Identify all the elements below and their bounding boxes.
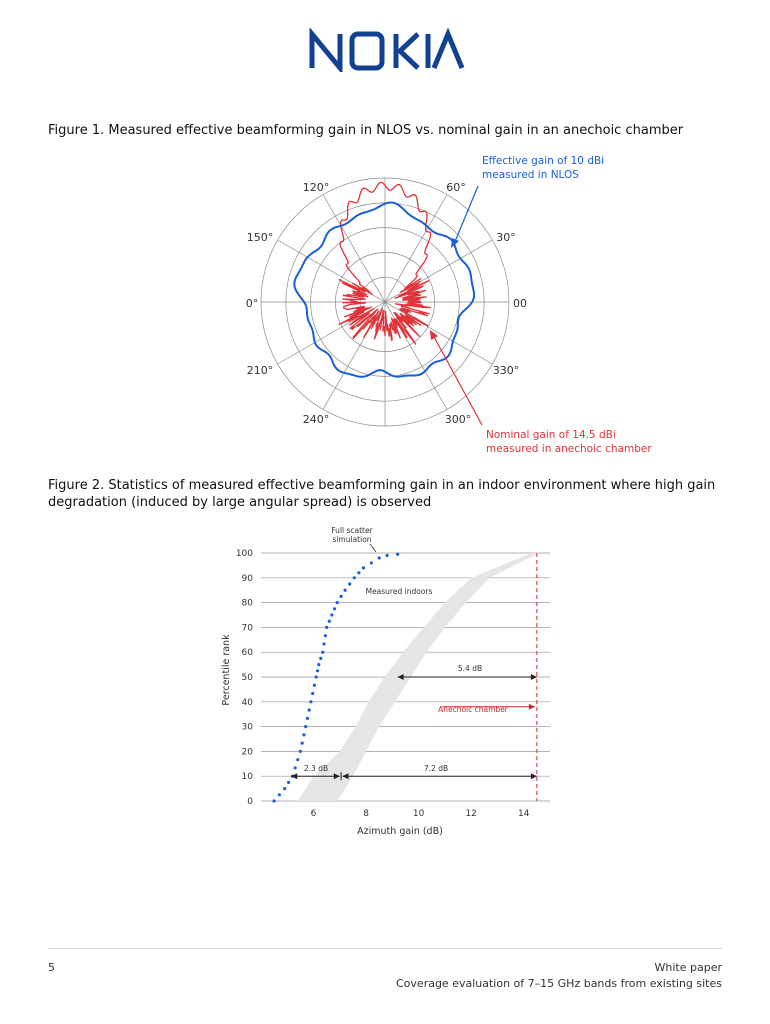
delta-5-4-label: 5.4 dB [457,664,483,673]
angle-label-00: 00 [513,297,527,310]
x-tick-label: 12 [465,809,477,819]
figure-1-title: Figure 1. Measured effective beamforming gain in NLOS vs. nominal gain in an anechoic chamber [48,123,684,138]
sim-dot [315,675,318,678]
sim-dot [353,576,356,579]
sim-dot [283,787,286,790]
footer-doc-type: White paper [654,961,722,974]
chamber-annotation-line1: Nominal gain of 14.5 dBi [486,429,616,441]
sim-dot [287,781,290,784]
sim-dot [362,566,365,569]
arrowhead-left [291,773,297,779]
sim-dot [386,554,389,557]
sim-dot [308,708,311,711]
y-tick-label: 100 [235,549,253,559]
sim-dot [317,663,320,666]
sim-annotation-line2: simulation [332,535,372,544]
footer-divider [48,948,722,949]
delta-2-3-label: 2.3 dB [303,764,329,773]
sim-dot [333,607,336,610]
sim-dot [278,793,281,796]
arrowhead-right [531,773,537,779]
angle-label-150: 150° [246,231,274,244]
y-tick-label: 70 [241,623,253,634]
sim-dot [336,601,339,604]
chamber-annotation: Anechoic chamber [438,705,508,714]
angle-label-0: 0° [245,297,259,310]
sim-dot [348,582,351,585]
sim-dot [296,758,299,761]
x-tick-label: 14 [518,809,530,819]
sim-dot [319,657,322,660]
angle-label-210: 210° [246,364,274,377]
delta-7-2-label: 7.2 dB [423,764,449,773]
angle-label-60: 60° [446,181,466,194]
sim-dot [324,634,327,637]
footer-doc-title: Coverage evaluation of 7–15 GHz bands from existing sites [396,977,722,990]
angle-label-240: 240° [302,413,330,426]
y-tick-label: 10 [241,772,253,783]
sim-dot [378,556,381,559]
sim-dot [304,725,307,728]
measured-annotation: Measured indoors [365,587,433,596]
sim-dot [273,799,276,802]
sim-dot [301,742,304,745]
y-tick-label: 0 [247,797,253,807]
angle-label-30: 30° [496,231,516,244]
sim-dot [299,750,302,753]
y-tick-label: 80 [241,598,253,609]
angle-label-330: 330° [492,364,520,377]
x-tick-label: 8 [363,809,369,819]
angle-label-300: 300° [444,413,472,426]
sim-dot [322,642,325,645]
sim-dot [325,626,328,629]
sim-dot [370,561,373,564]
x-tick-label: 6 [310,809,317,819]
sim-dot [357,571,360,574]
sim-dot [321,651,324,654]
figure-2-title: Figure 2. Statistics of measured effective beamforming gain in an indoor environment where high gain degradation (induced by large angular spread) is observed [48,478,716,510]
y-tick-label: 50 [241,673,253,683]
y-tick-label: 60 [241,648,253,659]
y-tick-label: 20 [241,747,253,758]
sim-dot [343,589,346,592]
sim-dot [396,553,399,556]
sim-annotation-pointer [370,544,376,552]
page-number: 5 [48,961,55,974]
y-tick-label: 90 [241,573,253,584]
angle-label-120: 120° [302,181,330,194]
sim-dot [313,684,316,687]
sim-annotation-line1: Full scatter [331,526,373,535]
y-tick-label: 30 [241,722,253,733]
sim-dot [330,613,333,616]
x-tick-label: 10 [412,809,425,819]
sim-dot [316,669,319,672]
sim-dot [340,595,343,598]
sim-dot [328,620,331,623]
chamber-annotation-line2: measured in anechoic chamber [486,443,652,455]
x-axis-label: Azimuth gain (dB) [357,826,443,837]
sim-dot [309,700,312,703]
y-tick-label: 40 [241,697,253,708]
sim-dot [311,692,314,695]
sim-dot [302,733,305,736]
sim-dot [294,766,297,769]
y-axis-label: Percentile rank [221,634,232,706]
nlos-annotation-line2: measured in NLOS [482,169,579,181]
nlos-annotation-line1: Effective gain of 10 dBi [482,155,605,167]
arrowhead-right [529,704,535,710]
arrowhead-right [531,674,537,680]
sim-dot [306,717,309,720]
